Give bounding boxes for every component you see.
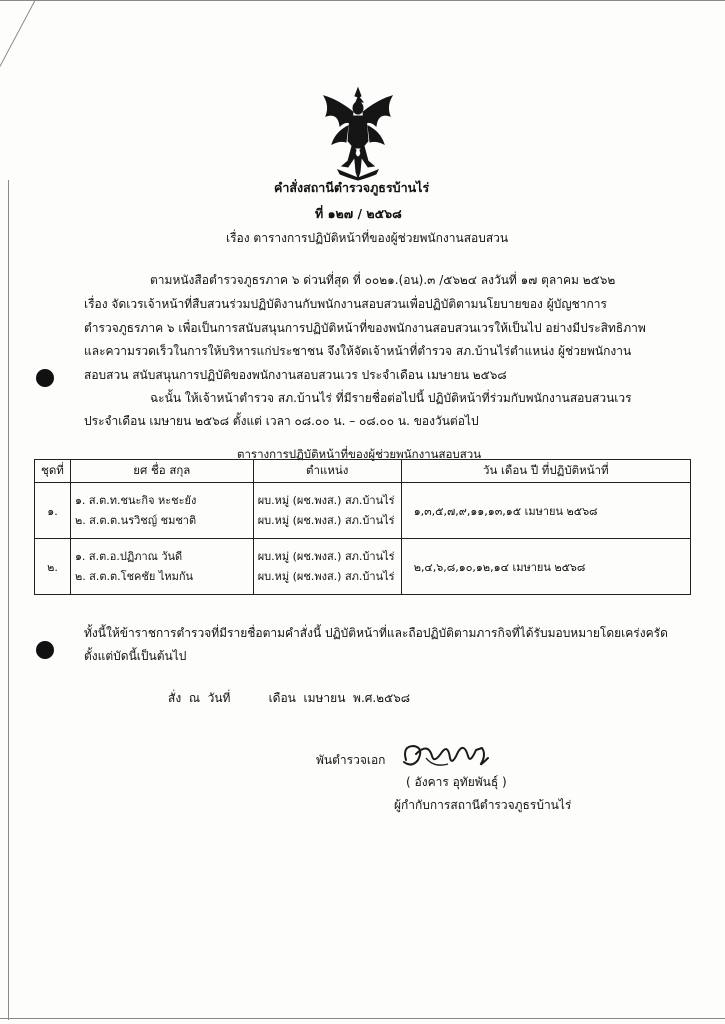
order-subject: เรื่อง ตารางการปฏิบัติหน้าที่ของผู้ช่วยพนักงานสอบสวน — [226, 231, 509, 245]
body-line: และความรวดเร็วในการให้บริหารแก่ประชาชน จึงให้จัดเจ้าหน้าที่ตำรวจ สภ.บ้านไร่ตำแหน่ง ผู้ช่วยพนักงาน — [84, 344, 632, 358]
table-row — [35, 483, 691, 539]
positions-cell — [253, 483, 401, 539]
scan-edge-bottom — [0, 1018, 725, 1019]
header-position: ตำแหน่ง — [253, 460, 401, 483]
signer-name: ( อังคาร อุทัยพันธุ์ ) — [406, 775, 507, 789]
officer-position: ผบ.หมู่ (ผช.พงส.) สภ.บ้านไร่ — [257, 493, 395, 507]
body-line: สอบสวน สนับสนุนการปฏิบัติของพนักงานสอบสวนเวร ประจำเดือน เมษายน ๒๕๖๘ — [84, 368, 507, 382]
body-line: ตำรวจภูธรภาค ๖ เพื่อเป็นการสนับสนุนการปฏิบัติหน้าที่ของพนักงานสอบสวนเวรให้เป็นไป อย่างมีประสิทธิภาพ — [84, 321, 646, 335]
closing-line: ทั้งนี้ให้ข้าราชการตำรวจที่มีรายชื่อตามคำสั่งนี้ ปฏิบัติหน้าที่และถือปฏิบัติตามภารกิจที่ได้รับมอบหมายโดยเคร่งครัด — [84, 626, 668, 640]
scan-edge-diagonal — [0, 0, 41, 185]
duty-table — [34, 459, 691, 595]
order-number: ที่ ๑๒๗ / ๒๕๖๘ — [315, 206, 402, 221]
order-date: สั่ง ณ วันที่ เดือน เมษายน พ.ศ.๒๕๖๘ — [168, 691, 411, 705]
table-row — [35, 539, 691, 595]
officer-name: ๑. ส.ต.อ.ปฏิภาณ วันดี — [74, 549, 183, 563]
garuda-emblem — [318, 86, 398, 181]
order-title: คำสั่งสถานีตำรวจภูธรบ้านไร่ — [274, 180, 430, 195]
officer-position: ผบ.หมู่ (ผช.พงส.) สภ.บ้านไร่ — [257, 513, 395, 527]
table-caption: ตารางการปฏิบัติหน้าที่ของผู้ช่วยพนักงานสอบสวน — [237, 447, 482, 461]
names-cell — [70, 483, 253, 539]
positions-cell — [253, 539, 401, 595]
set-number: ๑. — [35, 483, 71, 539]
officer-name: ๑. ส.ต.ท.ชนะกิจ หะชะยัง — [74, 493, 197, 507]
officer-name: ๒. ส.ต.ต.นรวิชญ์ ชมชาติ — [74, 513, 197, 527]
signer-position: ผู้กำกับการสถานีตำรวจภูธรบ้านไร่ — [394, 798, 572, 812]
header-name: ยศ ชื่อ สกุล — [70, 460, 253, 483]
body-line: ฉะนั้น ให้เจ้าหน้าตำรวจ สภ.บ้านไร่ ที่มีรายชื่อต่อไปนี้ ปฏิบัติหน้าที่ร่วมกับพนักงานสอบสวนเวร — [150, 391, 632, 405]
closing-line: ตั้งแต่บัดนี้เป็นต้นไป — [84, 649, 187, 663]
handwritten-signature — [398, 738, 494, 776]
body-line: ตามหนังสือตำรวจภูธรภาค ๖ ด่วนที่สุด ที่ ๐๐๒๑.(อน).๓ /๕๖๒๔ ลงวันที่ ๑๗ ตุลาคม ๒๕๖๒ — [150, 273, 616, 287]
header-dates: วัน เดือน ปี ที่ปฏิบัติหน้าที่ — [401, 460, 690, 483]
body-line: เรื่อง จัดเวรเจ้าหน้าที่สืบสวนร่วมปฏิบัติงานกับพนักงานสอบสวนเพื่อปฏิบัติตามนโยบายของ ผู้บัญชาการ — [84, 297, 607, 311]
duty-dates: ๑,๓,๕,๗,๙,๑๑,๑๓,๑๕ เมษายน ๒๕๖๘ — [401, 483, 690, 539]
officer-position: ผบ.หมู่ (ผช.พงส.) สภ.บ้านไร่ — [257, 569, 395, 583]
officer-name: ๒. ส.ต.ต.โชคชัย ไหมกัน — [74, 569, 194, 583]
signer-rank: พันตำรวจเอก — [316, 753, 386, 767]
duty-dates: ๒,๔,๖,๘,๑๐,๑๒,๑๔ เมษายน ๒๕๖๘ — [401, 539, 690, 595]
scan-edge-left — [8, 180, 9, 1020]
table-header-row — [35, 460, 691, 483]
body-line: ประจำเดือน เมษายน ๒๕๖๘ ตั้งแต่ เวลา ๐๘.๐๐ น. – ๐๘.๐๐ น. ของวันต่อไป — [84, 414, 479, 428]
names-cell — [70, 539, 253, 595]
officer-position: ผบ.หมู่ (ผช.พงส.) สภ.บ้านไร่ — [257, 549, 395, 563]
set-number: ๒. — [35, 539, 71, 595]
punch-hole-top — [36, 369, 54, 387]
scan-edge-top — [0, 0, 725, 1]
punch-hole-bottom — [36, 641, 54, 659]
header-set: ชุดที่ — [35, 460, 71, 483]
